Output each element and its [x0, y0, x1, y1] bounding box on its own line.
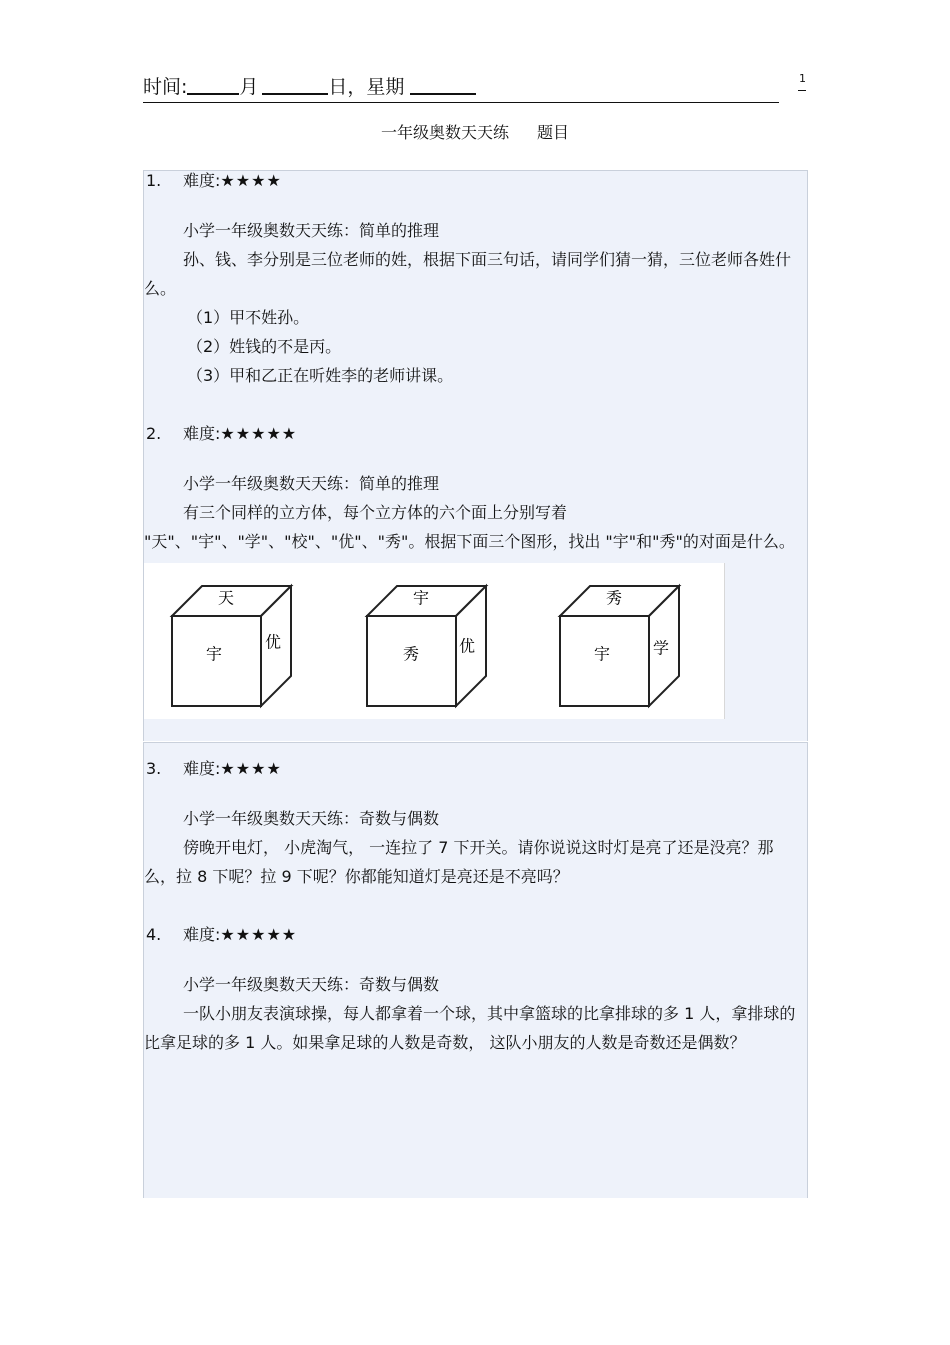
question-1 [144, 166, 807, 390]
question-4 [144, 920, 807, 1057]
cube-2-front-label: 秀 [402, 644, 420, 664]
difficulty-label: 难度: [183, 424, 221, 443]
question-panel-1 [143, 170, 808, 741]
difficulty-label: 难度: [183, 171, 221, 190]
weekday-blank [410, 75, 476, 95]
month-blank [187, 75, 239, 95]
question-4-header [144, 920, 807, 949]
month-label: 月 [239, 76, 259, 98]
difficulty-label: 难度: [183, 759, 221, 778]
question-body: 一队小朋友表演球操，每人都拿着一个球，其中拿篮球的比拿排球的多 1 人，拿排球的比拿足球的多 1 人。如果拿足球的人数是奇数， 这队小朋友的人数是奇数还是偶数？ [144, 1004, 796, 1052]
question-2-header [144, 419, 807, 448]
condition-3: （3）甲和乙正在听姓李的老师讲课。 [187, 366, 454, 385]
question-body: 孙、钱、李分别是三位老师的姓，根据下面三句话，请同学们猜一猜，三位老师各姓什么。 [144, 250, 792, 298]
condition-1: （1）甲不姓孙。 [187, 308, 310, 327]
condition-2: （2）姓钱的不是丙。 [187, 337, 342, 356]
day-weekday-label: 日，星期 [328, 76, 405, 98]
cube-3-top-label: 秀 [605, 588, 623, 608]
cube-3 [560, 586, 679, 706]
cube-2-side-label: 优 [458, 636, 476, 656]
question-number: 3. [146, 759, 162, 778]
cube-figure [144, 563, 725, 719]
cube-2 [367, 586, 486, 706]
title-main: 一年级奥数天天练 [380, 123, 509, 142]
cube-2-top-label: 宇 [412, 588, 430, 608]
question-1-header [144, 166, 807, 195]
date-line [143, 72, 476, 99]
question-2 [144, 419, 807, 556]
question-topic: 小学一年级奥数天天练：奇数与偶数 [183, 975, 440, 994]
question-body: 有三个同样的立方体，每个立方体的六个面上分别写着 "天"、"宇"、"学"、"校"、"优"、"秀"。根据下面三个图形，找出 "宇"和"秀"的对面是什么。 [144, 503, 795, 551]
page-title [0, 120, 950, 143]
question-number: 4. [146, 925, 162, 944]
page-number-underline [798, 90, 806, 91]
cube-1 [172, 586, 291, 706]
cube-1-top-label: 天 [217, 588, 235, 608]
question-number: 2. [146, 424, 162, 443]
cube-1-front-label: 宇 [205, 644, 223, 664]
cubes-illustration [144, 563, 724, 719]
cube-1-side-label: 优 [264, 632, 282, 652]
question-panel-2 [143, 742, 808, 1198]
question-topic: 小学一年级奥数天天练：简单的推理 [183, 221, 440, 240]
page-number: 1 [799, 72, 806, 85]
question-body: 傍晚开电灯， 小虎淘气， 一连拉了 7 下开关。请你说说这时灯是亮了还是没亮？那么，拉 8 下呢？拉 9 下呢？你都能知道灯是亮还是不亮吗？ [144, 838, 774, 886]
difficulty-stars: ★★★★★ [220, 424, 298, 443]
difficulty-label: 难度: [183, 925, 221, 944]
question-topic: 小学一年级奥数天天练：简单的推理 [183, 474, 440, 493]
cube-3-front-label: 宇 [593, 644, 611, 664]
question-topic: 小学一年级奥数天天练：奇数与偶数 [183, 809, 440, 828]
difficulty-stars: ★★★★★ [220, 925, 298, 944]
question-3 [144, 754, 807, 891]
question-3-header [144, 754, 807, 783]
question-number: 1. [146, 171, 162, 190]
title-sub: 题目 [537, 123, 570, 142]
day-blank [262, 75, 328, 95]
difficulty-stars: ★★★★ [220, 759, 282, 778]
cube-3-side-label: 学 [652, 638, 670, 658]
difficulty-stars: ★★★★ [220, 171, 282, 190]
worksheet-header [143, 70, 779, 103]
time-label: 时间: [143, 76, 188, 98]
